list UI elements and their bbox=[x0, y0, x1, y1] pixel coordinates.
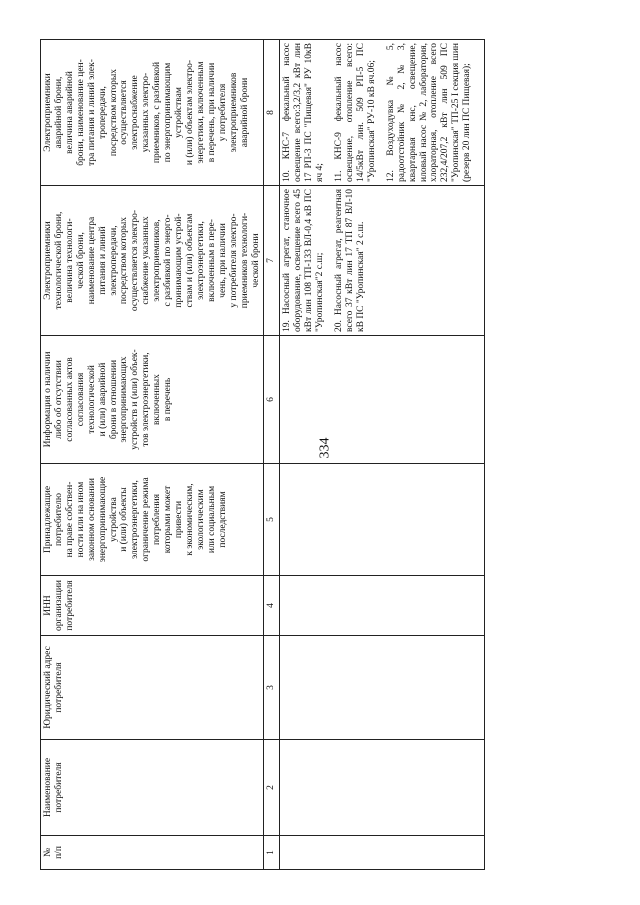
tech-entry-19: 19. Насосный агрегат, станочное оборудование, освещение всего 45 кВт лин 108 ТП-133 ВЛ-0,4 кВ ПС "Уропинская"2 с.ш; bbox=[282, 189, 326, 332]
emergency-reserve-cell bbox=[280, 40, 485, 186]
table-sheet bbox=[40, 40, 600, 870]
header-cell: № п/п bbox=[41, 836, 264, 870]
table-row bbox=[280, 40, 485, 870]
empty-cell bbox=[280, 836, 485, 870]
tech-entry-20: 20. Насосный агрегат, реагентная всего 37 кВт лин 17 ТП 87 ВЛ-10 кВ ПС "Уропинская" 2 с.ш. bbox=[334, 189, 366, 332]
column-number: 1 bbox=[264, 836, 280, 870]
column-number-row bbox=[264, 40, 280, 870]
column-number: 4 bbox=[264, 576, 280, 636]
column-number: 7 bbox=[264, 186, 280, 336]
header-cell: Принадлежащие потребителю на праве собствен- ности или на ином законном основании энергопринимающие устройства и (или) объекты электроэнергетики, ограничение режима потребления которыми может привести к экономическим, экологическим или социальным последствиям bbox=[41, 464, 264, 576]
emergency-entry-11: 11. КНС-9 фекальный насос освещение, отопление всего: 14/5кВт лин. 509 РП-5 ПС "Уропинская" РУ-10 кВ яч.06; bbox=[334, 43, 377, 182]
empty-cell bbox=[280, 740, 485, 836]
tech-reserve-cell bbox=[280, 186, 485, 336]
empty-cell bbox=[280, 464, 485, 576]
empty-cell bbox=[280, 576, 485, 636]
column-number: 6 bbox=[264, 336, 280, 464]
column-number: 2 bbox=[264, 740, 280, 836]
header-cell: Электроприемники технологической брони, величина технологи- ческой брони, наименование центра питания и линий электропередачи, посредством которых осуществляется электро- снабжение указанных электроприемников, с разбивкой по энерго- принимающим устрой- ствам и (или) объектам электроэнергетики, включенным в пере- чень, при наличии у потребителя электро- приемников технологи- ческой брони bbox=[41, 186, 264, 336]
column-number: 3 bbox=[264, 636, 280, 740]
empty-cell bbox=[280, 636, 485, 740]
empty-cell bbox=[280, 336, 485, 464]
header-cell: ИНН организации потребителя bbox=[41, 576, 264, 636]
header-cell: Наименование потребителя bbox=[41, 740, 264, 836]
header-cell: Электроприемники аварийной брони, величина аварийной брони, наименование цен- тра питания и линий элек- тропередачи, посредством которых осуществляется электроснабжение указанных электро- приемников, с разбивкой по энергопринимающим устройствам и (или) объектам электро- энергетики, включенным в перечень, при наличии у потребителя электроприемников аварийной брони bbox=[41, 40, 264, 186]
header-row bbox=[41, 40, 264, 870]
header-cell: Юридический адрес потребителя bbox=[41, 636, 264, 740]
column-number: 8 bbox=[264, 40, 280, 186]
emergency-entry-12: 12. Воздуходувка № 5, радоотстойник № 2, № 3, квартарная кнс, освещение, иловый насос № 2, лаборатория, хлораторная, отопление всего 232,4/207,2 кВт лин 509 ПС "Уропинская" ТП-25 I секция шин (резерв 20 лин ПС Пищевая); bbox=[385, 43, 473, 182]
consumer-table bbox=[40, 39, 485, 870]
page-number: 334 bbox=[317, 437, 333, 459]
column-number: 5 bbox=[264, 464, 280, 576]
rotated-page bbox=[40, 40, 600, 870]
header-cell: Информация о наличии либо об отсутствии согласованных актов согласования технологической и (или) аварийной брони в отношении энергопринимающих устройств и (или) объек- тов электроэнергетики, включенных в перечень bbox=[41, 336, 264, 464]
emergency-entry-10: 10. КНС-7 фекальный насос освещение всего:3,2/3,2 кВт лин 17 РП-3 ПС "Пищевая" РУ 10кВ яч 4; bbox=[282, 43, 326, 182]
